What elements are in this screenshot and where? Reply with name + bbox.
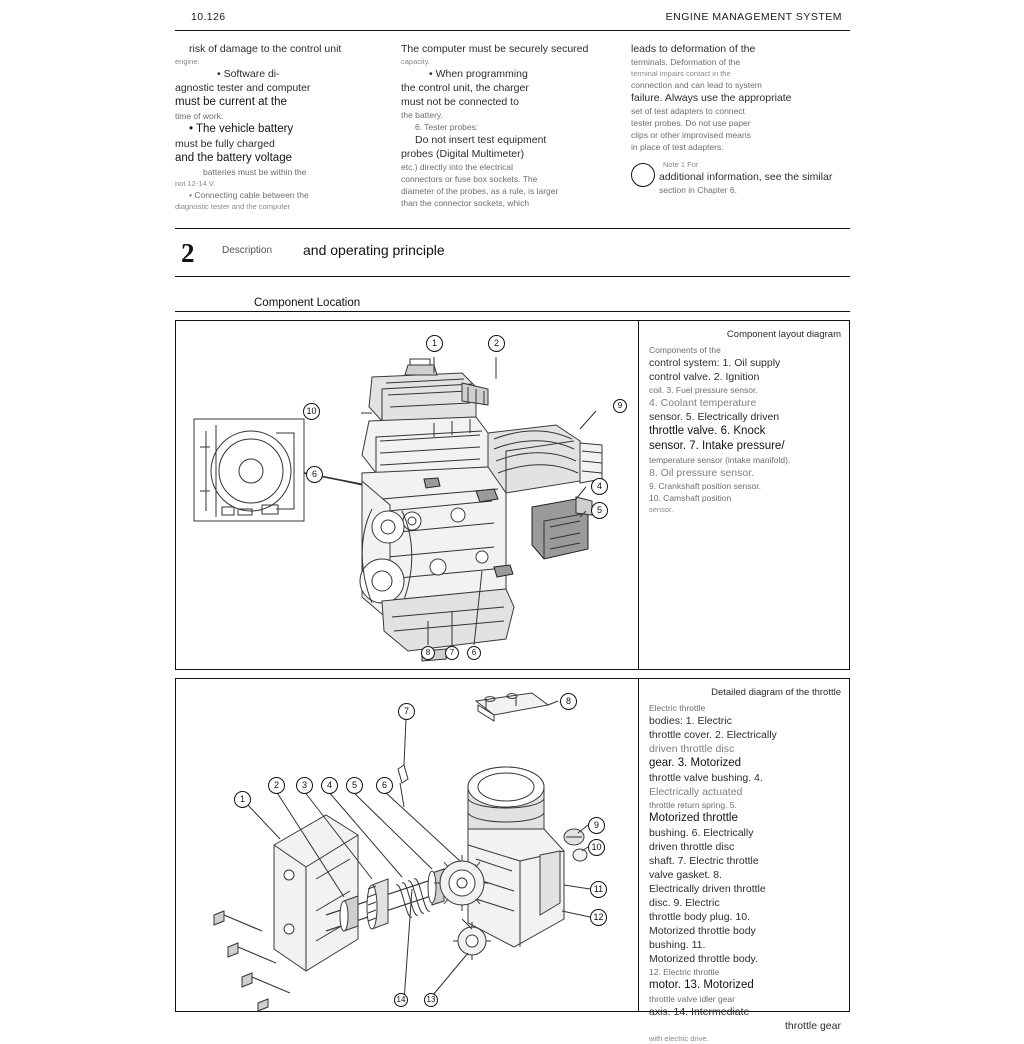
- text-line: leads to deformation of the: [631, 43, 756, 55]
- caption-line: throttle valve bushing. 4.: [649, 772, 763, 784]
- section-number: 2: [181, 238, 195, 268]
- text-line: terminals. Deformation of the: [631, 57, 741, 67]
- caption-line: gear. 3. Motorized: [649, 757, 742, 769]
- caption-line: 4. Coolant temperature: [649, 397, 757, 409]
- callout-4: 4: [591, 478, 608, 495]
- text-line: • The vehicle battery: [189, 123, 294, 135]
- callout-8: 8: [560, 693, 577, 710]
- throttle-drawing: [176, 679, 638, 1011]
- throttle-illustration: [176, 679, 638, 1011]
- callout-6: 6: [376, 777, 393, 794]
- caption-line: driven throttle disc: [649, 841, 735, 853]
- caption-line: throttle return spring. 5.: [649, 800, 737, 810]
- caption-line: control system: 1. Oil supply: [649, 357, 781, 369]
- caption-line: Motorized throttle: [649, 812, 738, 824]
- text-line: • When programming: [429, 68, 528, 80]
- text-columns: [175, 42, 850, 217]
- note-text: [659, 159, 849, 196]
- note-icon: [631, 163, 655, 187]
- caption-line: sensor. 7. Intake pressure/: [649, 440, 785, 452]
- callout-7: 7: [445, 646, 459, 660]
- text-line: diagnostic tester and the computer: [175, 202, 291, 211]
- caption-line: throttle gear: [784, 1020, 841, 1032]
- callout-5: 5: [591, 502, 608, 519]
- text-line: than the connector sockets, which: [401, 198, 530, 208]
- subsection-title: Component Location: [247, 297, 367, 309]
- text-column-3: [631, 42, 846, 195]
- figure-1-caption: [639, 321, 849, 669]
- caption-line: throttle cover. 2. Electrically: [649, 729, 777, 741]
- section-label-big: and operating principle: [303, 242, 445, 258]
- text-line: connection and can lead to system: [631, 80, 762, 90]
- header-rule: [175, 30, 850, 31]
- text-line: not 12-14 V.: [175, 179, 216, 188]
- subsection-rule: [175, 311, 850, 312]
- caption-line: shaft. 7. Electric throttle: [649, 855, 759, 867]
- caption-line: bodies: 1. Electric: [649, 715, 732, 727]
- text-line: engine.: [175, 57, 200, 66]
- text-line: time of work.: [175, 111, 224, 121]
- callout-7: 7: [398, 703, 415, 720]
- caption-line: valve gasket. 8.: [649, 869, 722, 881]
- engine-drawing: [176, 321, 638, 669]
- figure-throttle-body-exploded: [175, 678, 850, 1043]
- caption-line: throttle valve idler gear: [649, 994, 735, 1004]
- callout-4: 4: [321, 777, 338, 794]
- text-line: Do not insert test equipment: [415, 134, 547, 146]
- caption-line: with electric drive.: [649, 1034, 709, 1043]
- text-line: capacity.: [401, 57, 431, 66]
- note-block: [631, 161, 846, 195]
- caption-line: Electrically driven throttle: [649, 883, 766, 895]
- text-line: • Connecting cable between the: [189, 190, 309, 200]
- text-line: diameter of the probes, as a rule, is larger: [401, 186, 559, 196]
- caption-line: driven throttle disc: [649, 743, 735, 755]
- callout-2: 2: [488, 335, 505, 352]
- caption-line: Motorized throttle body: [649, 925, 756, 937]
- text-line: section in Chapter 6.: [659, 185, 737, 195]
- page-header: [175, 6, 850, 32]
- caption-line: Electrically actuated: [649, 786, 743, 798]
- callout-5: 5: [346, 777, 363, 794]
- caption-line: temperature sensor (intake manifold).: [649, 455, 791, 465]
- engine-illustration: [176, 321, 638, 669]
- caption-line: Electric throttle: [649, 703, 706, 713]
- section-label-small: Description: [222, 245, 273, 256]
- callout-6: 6: [306, 466, 323, 483]
- text-line: risk of damage to the control unit: [189, 43, 342, 55]
- text-line: set of test adapters to connect: [631, 106, 745, 116]
- text-line: clips or other improvised means: [631, 130, 751, 140]
- caption-line: control valve. 2. Ignition: [649, 371, 760, 383]
- text-line: tester probes. Do not use paper: [631, 118, 751, 128]
- callout-10: 10: [303, 403, 320, 420]
- callout-2: 2: [268, 777, 285, 794]
- caption-heading: Component layout diagram: [726, 329, 841, 340]
- figure-2-caption: [639, 679, 849, 1043]
- caption-line: disc. 9. Electric: [649, 897, 720, 909]
- caption-line: 8. Oil pressure sensor.: [649, 467, 755, 479]
- text-line: and the battery voltage: [175, 152, 292, 164]
- text-line: additional information, see the similar: [659, 171, 833, 183]
- caption-line: 12. Electric throttle: [649, 967, 720, 977]
- text-line: must not be connected to: [401, 96, 519, 108]
- caption-line: throttle body plug. 10.: [649, 911, 750, 923]
- text-line: the battery.: [401, 110, 443, 120]
- caption-line: sensor.: [649, 505, 674, 514]
- text-line: failure. Always use the appropriate: [631, 92, 792, 104]
- callout-1: 1: [234, 791, 251, 808]
- text-line: must be fully charged: [175, 138, 275, 150]
- caption-line: Components of the: [649, 345, 721, 355]
- text-line: the control unit, the charger: [401, 82, 529, 94]
- caption-line: motor. 13. Motorized: [649, 979, 754, 991]
- caption-line: bushing. 6. Electrically: [649, 827, 754, 839]
- note-label: Note 1 For: [663, 160, 699, 169]
- text-line: in place of test adapters.: [631, 142, 724, 152]
- callout-9: 9: [588, 817, 605, 834]
- text-line: agnostic tester and computer: [175, 82, 311, 94]
- section-rule-bottom: [175, 276, 850, 277]
- text-column-2: [401, 42, 607, 209]
- section-rule-top: [175, 228, 850, 229]
- caption-line: coil. 3. Fuel pressure sensor.: [649, 385, 758, 395]
- text-line: terminal impairs contact in the: [631, 69, 731, 78]
- caption-line: 10. Camshaft position: [649, 493, 732, 503]
- callout-8: 8: [421, 646, 435, 660]
- caption-line: axis. 14. Intermediate: [649, 1006, 750, 1018]
- callout-11: 11: [590, 881, 607, 898]
- callout-6b: 6: [467, 646, 481, 660]
- caption-heading: Detailed diagram of the throttle: [711, 687, 841, 698]
- page-title: ENGINE MANAGEMENT SYSTEM: [665, 11, 842, 23]
- text-line: batteries must be within the: [203, 167, 307, 177]
- text-line: connectors or fuse box sockets. The: [401, 174, 538, 184]
- callout-10: 10: [588, 839, 605, 856]
- caption-line: sensor. 5. Electrically driven: [649, 411, 780, 423]
- text-column-1: [175, 42, 381, 212]
- caption-line: throttle valve. 6. Knock: [649, 425, 766, 437]
- text-line: etc.) directly into the electrical: [401, 162, 513, 172]
- callout-1: 1: [426, 335, 443, 352]
- caption-line: 9. Crankshaft position sensor.: [649, 481, 761, 491]
- page-number: 10.126: [191, 11, 226, 23]
- callout-12: 12: [590, 909, 607, 926]
- callout-3: 3: [296, 777, 313, 794]
- text-line: • Software di-: [217, 68, 280, 80]
- figure-engine-component-layout: [175, 320, 850, 670]
- text-line: 6. Tester probes:: [415, 122, 479, 132]
- text-line: must be current at the: [175, 96, 287, 108]
- caption-line: bushing. 11.: [649, 939, 706, 951]
- callout-13: 13: [424, 993, 438, 1007]
- callout-14: 14: [394, 993, 408, 1007]
- callout-9: 9: [613, 399, 627, 413]
- text-line: The computer must be securely secured: [401, 43, 589, 55]
- text-line: probes (Digital Multimeter): [401, 148, 525, 160]
- caption-line: Motorized throttle body.: [649, 953, 758, 965]
